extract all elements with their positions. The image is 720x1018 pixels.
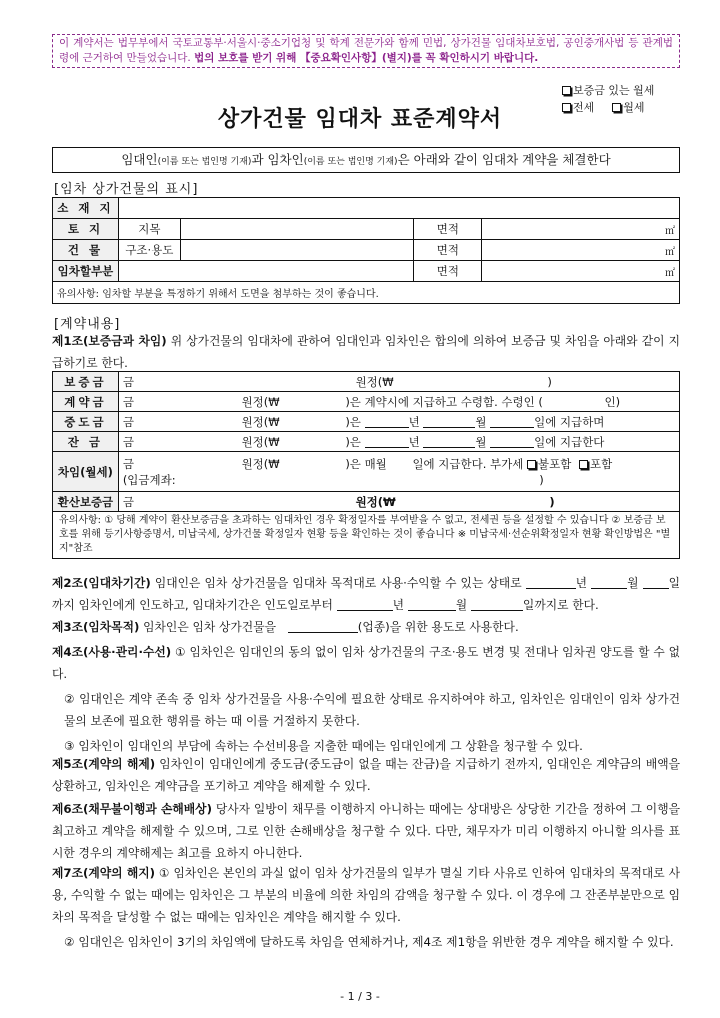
label-land: 토 지 — [53, 219, 119, 240]
field-lease-part[interactable] — [118, 261, 414, 282]
option-jeonse[interactable]: 전세 — [562, 99, 594, 116]
article-4: 제4조(사용·관리·수선) ① 임차인은 임대인의 동의 없이 임차 상가건물의 구조·용도 변경 및 전대나 임차권 양도를 할 수 없다. ② 임대인은 계약 존속 중 임차 상가건물을 사용·수익에 필요한 상태로 유지하여야 하고, 임차인은 임대인이 임차 상가건물의 보존에 필요한 행위를 하는 때 이를 거절하지 못한다. ③ 임차인이 임대인의 부담에 속하는 수선비용을 지출한 때에는 임대인에게 그 상환을 청구할 수 있다. — [52, 645, 680, 753]
article-7: 제7조(계약의 해지) ① 임차인은 본인의 과실 없이 임차 상가건물의 일부가 멸실 기타 사유로 인하여 임대차의 목적대로 사용, 수익할 수 없는 때에는 임차인은 그 부분의 비율에 의한 차임의 감액을 청구할 수 있다. 이 경우에 그 잔존부분만으로 임차의 목적을 달성할 수 없는 때에는 임차인은 계약을 해지할 수 있다. ② 임대인은 임차인이 3기의 차임액에 달하도록 차임을 연체하거나, 제4조 제1항을 위반한 경우 계약을 해지할 수 있다. — [52, 866, 680, 949]
label-deposit: 보증금 — [53, 372, 119, 392]
article-1: 제1조(보증금과 차임) 위 상가건물의 임대차에 관하여 임대인과 임차인은 합의에 의하여 보증금 및 차임을 아래와 같이 지급하기로 한다. — [52, 334, 680, 370]
property-table — [52, 197, 680, 304]
vat-excluded-checkbox[interactable] — [527, 460, 536, 469]
payment-note: 유의사항: ① 당해 계약이 환산보증금을 초과하는 임대차인 경우 확정일자를 부여받을 수 없고, 전세권 등을 설정할 수 있습니다 ② 보증금 보호를 위해 등기사항증명서, 미납국세, 상가건물 확정일자 현황 등을 확인하는 것이 좋습니다 ※ 미납국세·선순위확정일자 현황 확인방법은 "별지"참조 — [53, 512, 680, 559]
notice-emphasis: 법의 보호를 받기 위해 【중요확인사항】(별지)를 꼭 확인하시기 바랍니다. — [194, 52, 539, 64]
article-2: 제2조(임대차기간) 임대인은 임차 상가건물을 임대차 목적대로 사용·수익할 수 있는 상태로 년 월 일까지 임차인에게 인도하고, 임대차기간은 인도일로부터 년 월 일까지로 한다. — [52, 576, 681, 612]
option-deposit-monthly[interactable]: 보증금 있는 월세 — [562, 82, 654, 99]
field-land-area[interactable]: ㎡ — [482, 219, 680, 240]
contract-type-options — [562, 82, 654, 116]
option-monthly[interactable]: 월세 — [612, 99, 644, 116]
legal-notice-box — [52, 34, 680, 68]
label-land-category: 지목 — [118, 219, 180, 240]
payment-table — [52, 371, 680, 559]
section-heading-terms: [계약내용] — [54, 317, 121, 332]
field-land-category[interactable] — [180, 219, 414, 240]
section-heading-property: [임차 상가건물의 표시] — [54, 182, 199, 197]
checkbox-icon[interactable] — [562, 86, 571, 95]
document-title: 상가건물 임대차 표준계약서 — [217, 107, 503, 132]
field-converted-deposit[interactable]: 금 원정(₩ ) — [118, 492, 679, 512]
field-down-payment[interactable]: 금 원정(₩ )은 계약시에 지급하고 수령함. 수령인 ( 인) — [118, 392, 679, 412]
vat-included-checkbox[interactable] — [579, 460, 588, 469]
property-note: 유의사항: 임차할 부분을 특정하기 위해서 도면을 첨부하는 것이 좋습니다. — [53, 282, 680, 304]
field-middle-payment[interactable]: 금 원정(₩ )은 년 월 일에 지급하며 — [118, 412, 679, 432]
party-statement: 임대인(이름 또는 법인명 기재)과 임차인(이름 또는 법인명 기재)은 아래와 같이 임대차 계약을 체결한다 — [52, 147, 680, 173]
label-land-area: 면적 — [414, 219, 482, 240]
field-deposit[interactable]: 금 원정(₩ ) — [118, 372, 679, 392]
field-location[interactable] — [118, 198, 679, 219]
notice-text: 이 계약서는 법무부에서 국토교통부·서울시·중소기업청 및 학계 전문가와 함께 민법, 상가건물 임대차보호법, 공인중개사법 등 관계법령에 근거하여 만들었습니다. — [59, 37, 673, 64]
article-5: 제5조(계약의 해제) 임차인이 임대인에게 중도금(중도금이 없을 때는 잔금)을 지급하기 전까지, 임대인은 계약금의 배액을 상환하고, 임차인은 계약금을 포기하고 계약을 해제할 수 있다. — [52, 757, 681, 793]
label-middle-payment: 중도금 — [53, 412, 119, 432]
field-lease-area[interactable]: ㎡ — [482, 261, 680, 282]
checkbox-icon[interactable] — [612, 103, 621, 112]
label-balance: 잔 금 — [53, 432, 119, 452]
label-building: 건 물 — [53, 240, 119, 261]
label-structure-use: 구조·용도 — [118, 240, 180, 261]
label-lease-part: 임차할부분 — [53, 261, 119, 282]
field-rent[interactable]: 금 원정(₩ )은 매월 일에 지급한다. 부가세 불포함 포함 (입금계좌: ) — [118, 452, 679, 492]
page-number: - 1 / 3 - — [340, 990, 380, 1003]
label-building-area: 면적 — [414, 240, 482, 261]
field-building-area[interactable]: ㎡ — [482, 240, 680, 261]
article-6: 제6조(채무불이행과 손해배상) 당사자 일방이 채무를 이행하지 아니하는 때에는 상대방은 상당한 기간을 정하여 그 이행을 최고하고 계약을 해제할 수 있으며, 그로 인한 손해배상을 청구할 수 있다. 다만, 채무자가 미리 이행하지 아니할 의사를 표시한 경우의 계약해제는 최고를 요하지 아니한다. — [52, 802, 680, 860]
field-balance[interactable]: 금 원정(₩ )은 년 월 일에 지급한다 — [118, 432, 679, 452]
label-lease-area: 면적 — [414, 261, 482, 282]
label-rent: 차임(월세) — [53, 452, 119, 492]
label-converted-deposit: 환산보증금 — [53, 492, 119, 512]
label-down-payment: 계약금 — [53, 392, 119, 412]
field-structure-use[interactable] — [180, 240, 414, 261]
article-3: 제3조(임차목적) 임차인은 임차 상가건물을 (업종)을 위한 용도로 사용한다. — [52, 620, 519, 634]
label-location: 소 재 지 — [53, 198, 119, 219]
